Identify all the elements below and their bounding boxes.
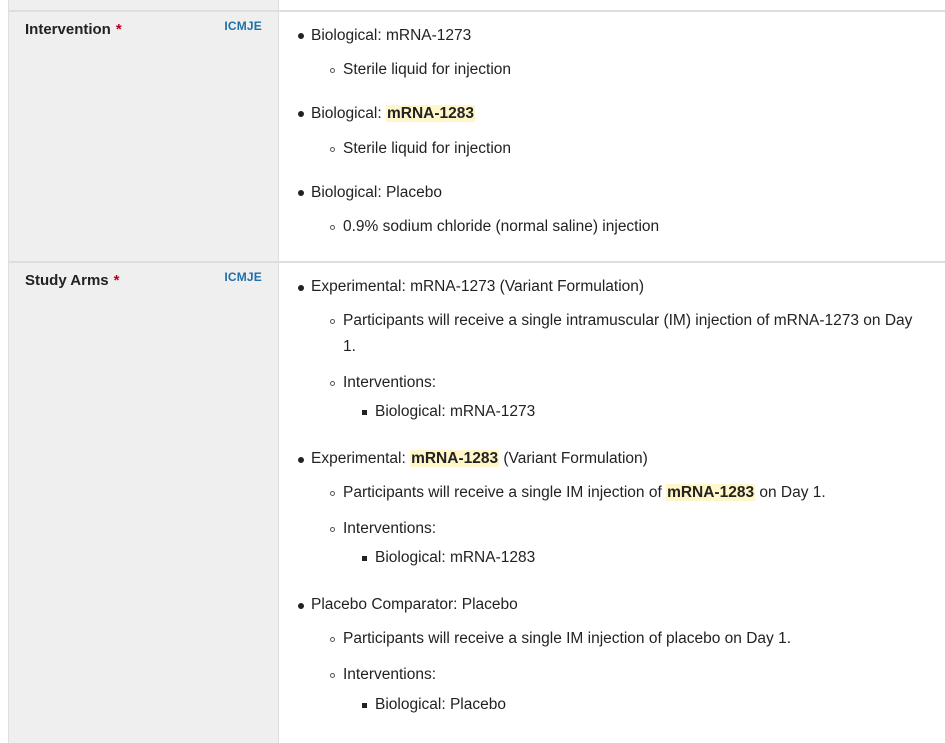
intervention-type-prefix: Biological: [311, 27, 386, 44]
intervention-name: mRNA-1273 [385, 27, 472, 44]
disc-bullet [298, 190, 304, 196]
disc-bullet [298, 285, 304, 291]
study-arms-row [8, 263, 945, 743]
circle-bullet [330, 527, 335, 532]
arm-intervention: Biological: mRNA-1283 [375, 549, 536, 566]
circle-bullet [330, 673, 335, 678]
intervention-row [8, 12, 945, 263]
circle-bullet [330, 68, 335, 73]
circle-bullet [330, 319, 335, 324]
arm-intervention: Biological: mRNA-1273 [375, 403, 536, 420]
arm-title-prefix: Experimental: [311, 450, 411, 467]
square-bullet [362, 410, 367, 415]
arm-intervention: Biological: Placebo [375, 696, 506, 713]
circle-bullet [330, 225, 335, 230]
highlighted-term: mRNA-1283 [386, 105, 474, 122]
disc-bullet [298, 111, 304, 117]
study-arms-value-cell [279, 263, 945, 743]
interventions-label: Interventions: [343, 374, 437, 391]
intervention-type-prefix: Biological: [311, 105, 386, 122]
intervention-item-2 [311, 105, 475, 123]
arm-title [311, 450, 648, 468]
required-asterisk: * [115, 21, 122, 38]
icmje-badge[interactable]: ICMJE [224, 19, 262, 33]
study-arms-label-text: Study Arms [25, 272, 109, 289]
square-bullet [362, 556, 367, 561]
previous-row [8, 0, 945, 12]
intervention-type-prefix: Biological: [311, 184, 386, 201]
intervention-detail: Sterile liquid for injection [343, 61, 512, 78]
intervention-detail: Sterile liquid for injection [343, 140, 512, 157]
square-bullet [362, 703, 367, 708]
arm-description-prefix: Participants will receive a single IM injection of [343, 484, 667, 501]
highlighted-term: mRNA-1283 [667, 484, 755, 501]
highlighted-term: mRNA-1283 [411, 450, 499, 467]
disc-bullet [298, 33, 304, 39]
arm-title: Experimental: mRNA-1273 (Variant Formulation) [311, 278, 645, 295]
arm-description-suffix: on Day 1. [755, 484, 826, 501]
intervention-value-cell [279, 12, 945, 263]
circle-bullet [330, 637, 335, 642]
study-arms-label-cell [8, 263, 279, 743]
arm-title-suffix: (Variant Formulation) [499, 450, 648, 467]
intervention-label-cell [8, 12, 279, 263]
circle-bullet [330, 147, 335, 152]
interventions-label: Interventions: [343, 520, 437, 537]
intervention-label-text: Intervention [25, 21, 111, 38]
required-asterisk: * [113, 272, 120, 289]
arm-description [343, 484, 826, 502]
interventions-label: Interventions: [343, 666, 437, 683]
previous-row-label-cell [8, 0, 279, 12]
circle-bullet [330, 491, 335, 496]
disc-bullet [298, 603, 304, 609]
intervention-item-3 [311, 184, 442, 202]
study-arms-field-label [25, 272, 119, 289]
intervention-name: Placebo [385, 184, 442, 201]
arm-description: Participants will receive a single IM injection of placebo on Day 1. [343, 630, 792, 647]
arm-description: Participants will receive a single intramuscular (IM) injection of mRNA-1273 on Day 1. [343, 312, 913, 355]
circle-bullet [330, 381, 335, 386]
intervention-item-1 [311, 27, 471, 45]
intervention-detail: 0.9% sodium chloride (normal saline) injection [343, 218, 660, 235]
arm-title: Placebo Comparator: Placebo [311, 596, 518, 613]
intervention-field-label [25, 21, 122, 38]
previous-row-value-cell [279, 0, 945, 12]
icmje-badge[interactable]: ICMJE [224, 270, 262, 284]
disc-bullet [298, 457, 304, 463]
